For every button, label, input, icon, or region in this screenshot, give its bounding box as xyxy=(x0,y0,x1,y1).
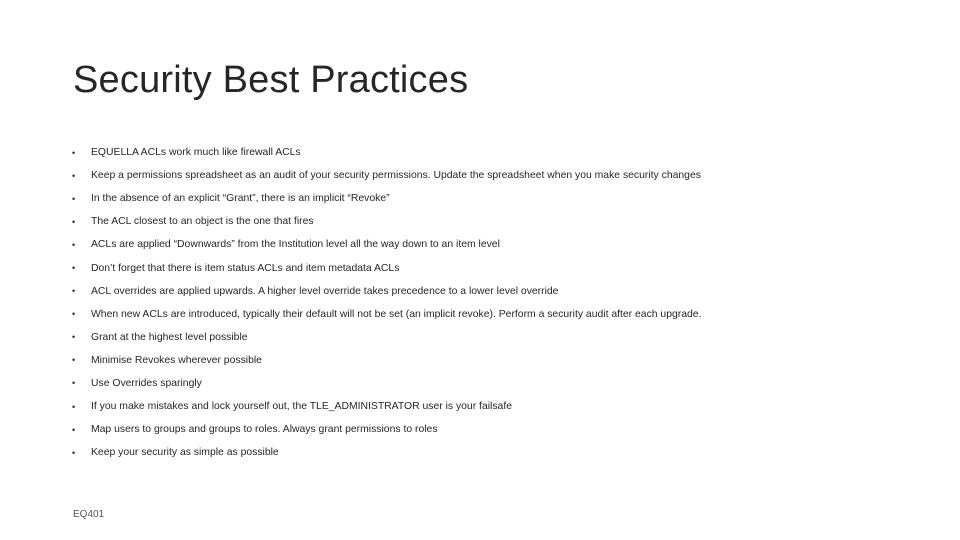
bullet-text: EQUELLA ACLs work much like firewall ACLs xyxy=(91,147,301,159)
bullet-text: ACL overrides are applied upwards. A higher level override takes precedence to a lower level override xyxy=(91,285,559,297)
bullet-icon: • xyxy=(72,239,76,250)
bullet-text: Map users to groups and groups to roles. Always grant permissions to roles xyxy=(91,424,438,436)
bullet-text: If you make mistakes and lock yourself out, the TLE_ADMINISTRATOR user is your failsafe xyxy=(91,401,512,413)
bullet-item xyxy=(72,349,932,372)
bullet-item xyxy=(72,441,932,464)
bullet-icon: • xyxy=(72,447,76,458)
bullet-text: ACLs are applied “Downwards” from the Institution level all the way down to an item level xyxy=(91,239,500,251)
bullet-icon: • xyxy=(72,286,76,297)
bullet-text: Minimise Revokes wherever possible xyxy=(91,354,262,366)
bullet-icon: • xyxy=(72,401,76,412)
bullet-item xyxy=(72,233,932,256)
bullet-text: When new ACLs are introduced, typically their default will not be set (an implicit revoke). Perform a security audit after each upgrade. xyxy=(91,308,702,320)
bullet-item xyxy=(72,164,932,187)
bullet-icon: • xyxy=(72,309,76,320)
bullet-item xyxy=(72,372,932,395)
bullet-text: Grant at the highest level possible xyxy=(91,331,248,343)
bullet-item xyxy=(72,210,932,233)
bullet-text: In the absence of an explicit “Grant”, there is an implicit “Revoke” xyxy=(91,193,390,205)
bullet-text: Don’t forget that there is item status ACLs and item metadata ACLs xyxy=(91,262,400,274)
bullet-icon: • xyxy=(72,378,76,389)
bullet-icon: • xyxy=(72,216,76,227)
bullet-item xyxy=(72,395,932,418)
bullet-text: Keep your security as simple as possible xyxy=(91,447,279,459)
bullet-item xyxy=(72,280,932,303)
bullet-list xyxy=(72,141,932,464)
bullet-icon: • xyxy=(72,170,76,181)
bullet-item xyxy=(72,256,932,279)
slide-title: Security Best Practices xyxy=(73,59,469,101)
bullet-item xyxy=(72,326,932,349)
slide-footer: EQ401 xyxy=(73,509,105,520)
bullet-item xyxy=(72,187,932,210)
bullet-text: Keep a permissions spreadsheet as an audit of your security permissions. Update the spreadsheet when you make security changes xyxy=(91,170,701,182)
bullet-icon: • xyxy=(72,355,76,366)
bullet-icon: • xyxy=(72,263,76,274)
bullet-icon: • xyxy=(72,424,76,435)
bullet-item xyxy=(72,141,932,164)
bullet-icon: • xyxy=(72,147,76,158)
bullet-icon: • xyxy=(72,332,76,343)
bullet-text: Use Overrides sparingly xyxy=(91,377,202,389)
bullet-icon: • xyxy=(72,193,76,204)
bullet-item xyxy=(72,303,932,326)
bullet-text: The ACL closest to an object is the one that fires xyxy=(91,216,314,228)
bullet-item xyxy=(72,418,932,441)
